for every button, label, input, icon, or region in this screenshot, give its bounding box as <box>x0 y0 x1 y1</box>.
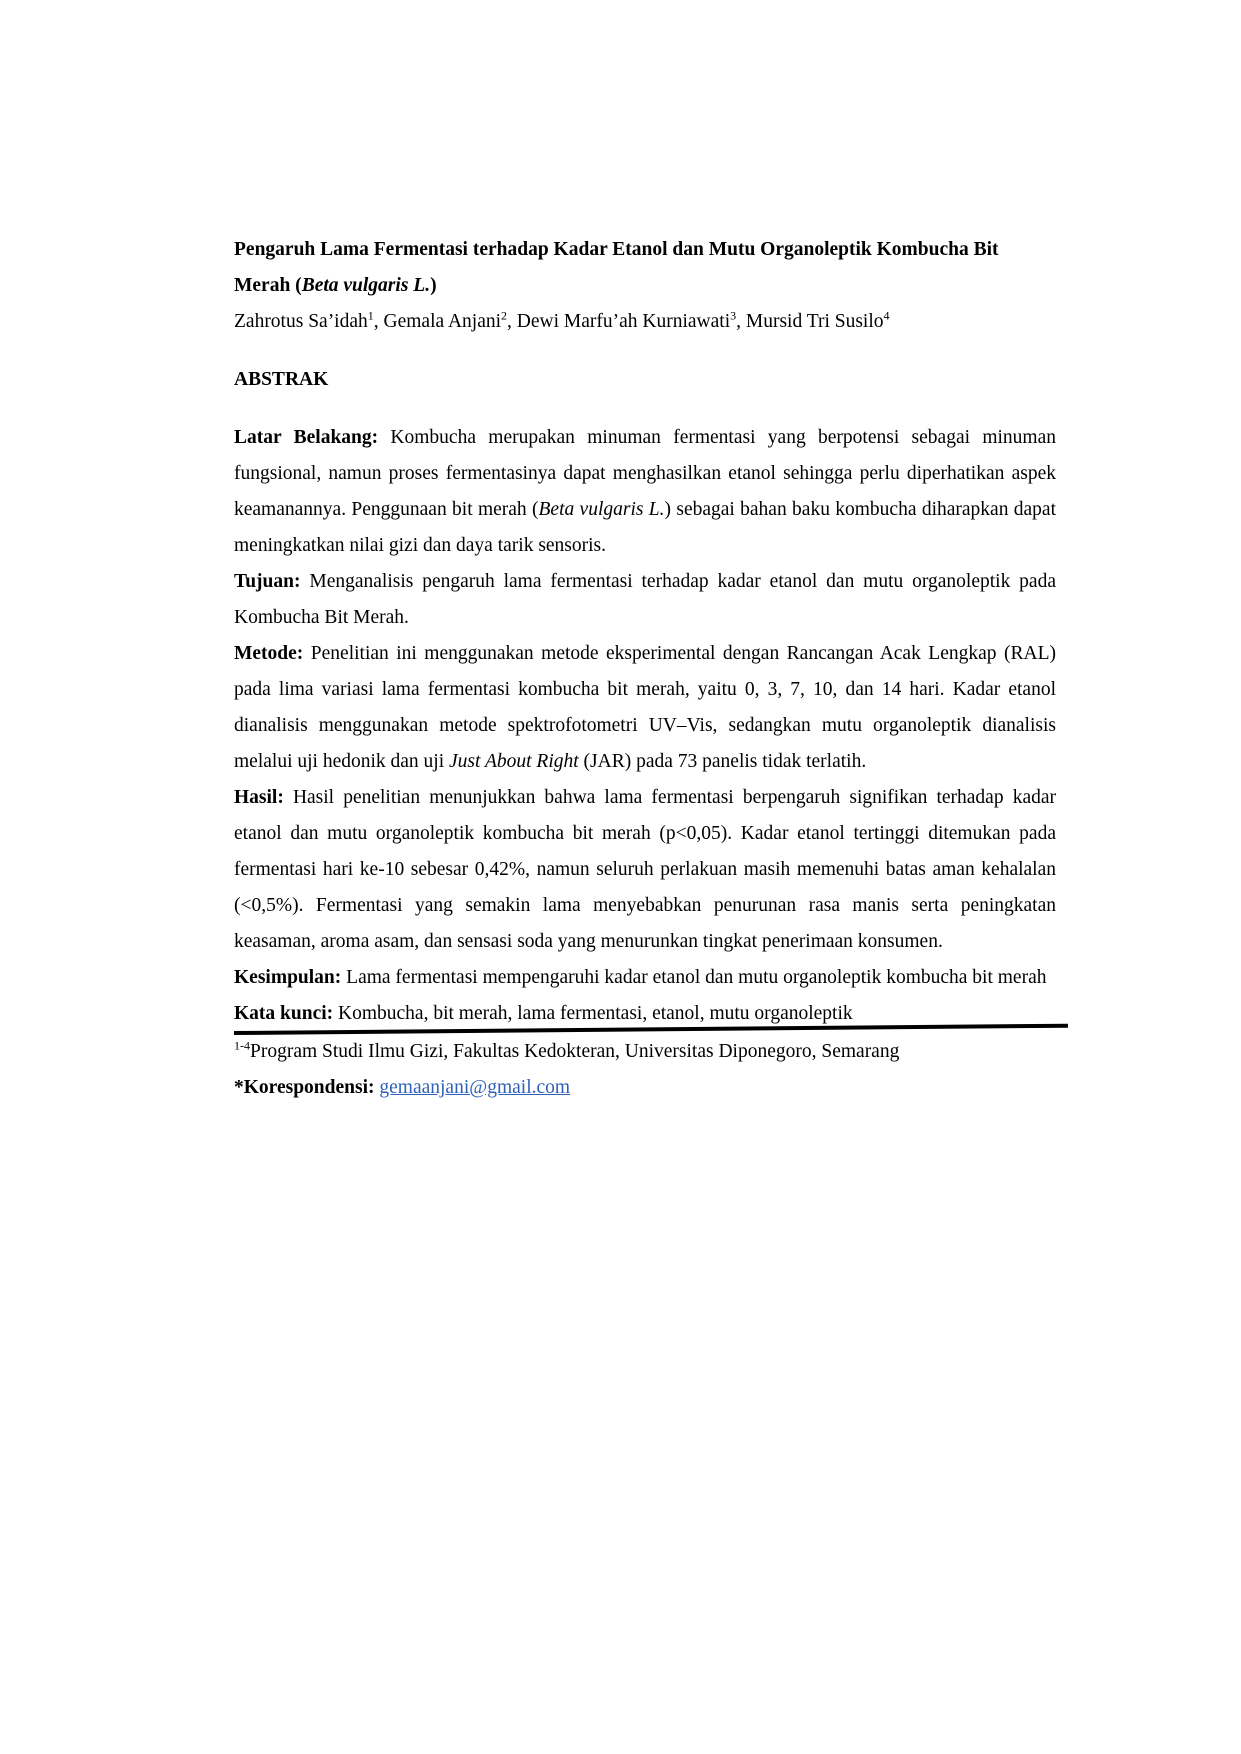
section-label: Hasil: <box>234 787 284 808</box>
author-separator: , <box>373 311 384 332</box>
title-scientific-name: Beta vulgaris L. <box>301 275 431 296</box>
author-name: Zahrotus Sa’idah <box>234 311 368 332</box>
author-separator: , <box>507 311 517 332</box>
title-line-2-suffix: ) <box>430 275 437 296</box>
section-text: Hasil penelitian menunjukkan bahwa lama fermentasi berpengaruh signifikan terhadap kadar etanol dan mutu organoleptik kombucha bit merah (p<0,05). Kadar etanol tertinggi ditemukan pada fermentasi hari ke-10 sebesar 0,42%, namun seluruh perlakuan masih memenuhi batas aman kehalalan (<0,5%). Fermentasi yang semakin lama menyebabkan penurunan rasa manis serta peningkatan keasaman, aroma asam, dan sensasi soda yang menurunkan tingkat penerimaan konsumen. <box>234 787 1056 952</box>
section-latar-belakang <box>234 420 1056 564</box>
section-metode <box>234 636 1056 780</box>
author-separator: , <box>736 311 746 332</box>
section-hasil <box>234 780 1056 960</box>
scientific-name: Beta vulgaris L. <box>538 499 665 520</box>
section-text: (JAR) pada 73 panelis tidak terlatih. <box>578 751 867 772</box>
correspondence-email-link[interactable]: gemaanjani@gmail.com <box>379 1077 571 1098</box>
title-line-2-prefix: Merah ( <box>234 275 302 296</box>
abstract-heading: ABSTRAK <box>234 369 329 390</box>
section-label: Tujuan: <box>234 571 301 592</box>
affiliation-mark: 1-4 <box>234 1038 250 1053</box>
author-name: Dewi Marfu’ah Kurniawati <box>516 311 731 332</box>
paper-title <box>234 232 1056 304</box>
author-affiliation-mark: 4 <box>883 308 890 323</box>
section-label: Metode: <box>234 643 304 664</box>
section-label: Kesimpulan: <box>234 967 342 988</box>
section-text: Penelitian ini menggunakan metode eksperimental dengan Rancangan Acak Lengkap (RAL) pada lima variasi lama fermentasi kombucha bit merah, yaitu 0, 3, 7, 10, dan 14 hari. Kadar etanol dianalisis menggunakan metode spektrofotometri UV–Vis, sedangkan mutu organoleptik dianalisis melalui uji hedonik dan uji <box>234 643 1056 772</box>
section-text: Menganalisis pengaruh lama fermentasi terhadap kadar etanol dan mutu organoleptik pada Kombucha Bit Merah. <box>234 571 1056 628</box>
author-list <box>234 304 1056 340</box>
abstract-page <box>234 232 1056 1106</box>
author-affiliation-mark: 3 <box>730 308 737 323</box>
title-line-1: Pengaruh Lama Fermentasi terhadap Kadar Etanol dan Mutu Organoleptik Kombucha Bit <box>234 239 999 260</box>
method-name: Just About Right <box>449 751 579 772</box>
section-kesimpulan <box>234 960 1056 996</box>
section-text: ) sebagai bahan baku kombucha diharapkan dapat meningkatkan nilai gizi dan daya tarik sensoris. <box>234 499 1057 556</box>
author-name: Mursid Tri Susilo <box>745 311 884 332</box>
section-tujuan <box>234 564 1056 636</box>
author-name: Gemala Anjani <box>383 311 502 332</box>
section-text: Kombucha merupakan minuman fermentasi yang berpotensi sebagai minuman fungsional, namun proses fermentasinya dapat menghasilkan etanol sehingga perlu diperhatikan aspek keamanannya. Penggunaan bit merah ( <box>234 427 1056 520</box>
affiliation-text: Program Studi Ilmu Gizi, Fakultas Kedokteran, Universitas Diponegoro, Semarang <box>250 1041 900 1062</box>
correspondence-label: *Korespondensi: <box>234 1077 375 1098</box>
affiliation-footnote <box>234 1034 1056 1070</box>
author-affiliation-mark: 1 <box>367 308 374 323</box>
section-text: Kombucha, bit merah, lama fermentasi, etanol, mutu organoleptik <box>333 1003 853 1024</box>
author-affiliation-mark: 2 <box>501 308 508 323</box>
section-text: Lama fermentasi mempengaruhi kadar etanol dan mutu organoleptik kombucha bit merah <box>341 967 1047 988</box>
correspondence <box>234 1070 1056 1106</box>
section-label: Latar Belakang: <box>234 427 379 448</box>
section-label: Kata kunci: <box>234 1003 334 1024</box>
